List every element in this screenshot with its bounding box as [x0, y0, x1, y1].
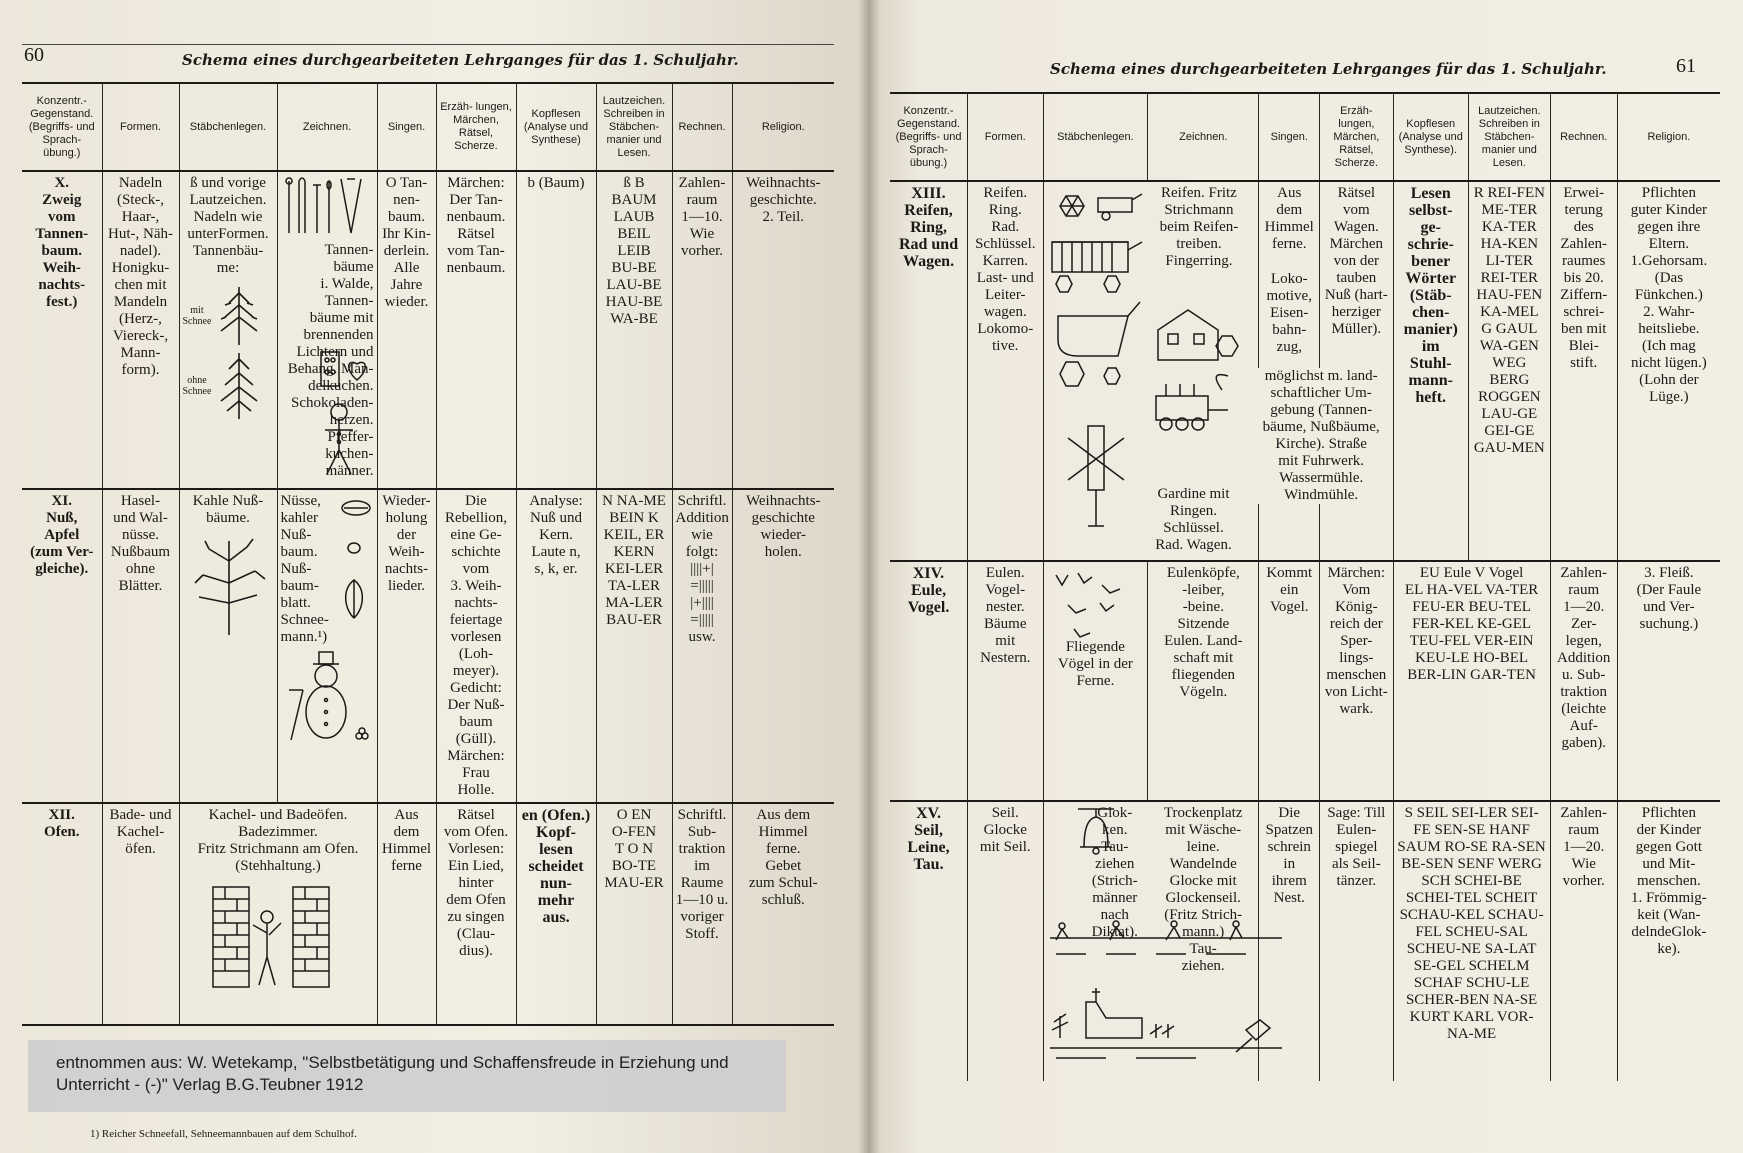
flying-birds-icon	[1050, 569, 1140, 639]
staebchen-text: Kahle Nuß- bäume.	[192, 493, 264, 526]
staebchen-cell	[179, 171, 277, 489]
table-header-row	[22, 83, 834, 171]
religion-cell: Aus dem Himmel ferne. Gebet zum Schul- schluß.	[732, 803, 834, 1025]
table-row	[890, 561, 1720, 801]
rechnen-cell: Zahlen- raum 1—20. Zer- legen, Addition u. Sub- traktion (leichte Auf- gaben).	[1550, 561, 1617, 801]
rechnen-cell: Erwei- terung des Zahlen- raumes bis 20. Ziffern- schrei- ben mit Blei- stift.	[1550, 181, 1617, 561]
zeichnen-text: Tannen- bäume i. Walde, Tannen- bäume mit brennenden Lichtern und Behang. Man- delkuchen. Schokoladen- herzen. Pfeffer- kuchen- männer.	[287, 242, 374, 479]
fir-tree-icon	[211, 351, 267, 421]
topic-cell: XIV. Eule, Vogel.	[907, 565, 950, 616]
zeichnen-text: Reifen. Fritz Strichmann beim Reifen- treiben. Fingerring.	[1159, 185, 1239, 269]
column-header: Rechnen.	[1550, 93, 1617, 181]
kopflesen-cell: b (Baum)	[516, 171, 596, 489]
fir-with-snow	[183, 285, 274, 347]
column-header: Kopflesen (Analyse und Synthese).	[1393, 93, 1468, 181]
table-row	[22, 171, 834, 489]
lesson-table-left	[22, 82, 834, 1026]
lesson-table-right	[890, 92, 1720, 1081]
rechnen-cell: Zahlen- raum 1—10. Wie vorher.	[672, 171, 732, 489]
lautzeichen-cell: ß B BAUM LAUB BEIL LEIB BU-BE LAU-BE HAU-BE WA-BE	[596, 171, 672, 489]
source-caption: entnommen aus: W. Wetekamp, "Selbstbetätigung und Schaffensfreude in Erziehung und Unterricht - (-)" Verlag B.G.Teubner 1912	[28, 1040, 786, 1112]
staebchen-zeichnen-cell	[179, 803, 377, 1025]
column-header: Rechnen.	[672, 83, 732, 171]
kopflesen-cell: Lesen selbst- ge- schrie- bener Wörter (Stäb- chen- manier) im Stuhl- mann- heft.	[1393, 181, 1468, 561]
left-page	[0, 0, 868, 1153]
page-number: 61	[1676, 55, 1696, 77]
page-number: 60	[24, 44, 44, 66]
zeichnen-text: Trockenplatz mit Wäsche- leine. Wandelnde Glocke mit Glockenseil. (Fritz Strich- mann.) Tau- ziehen.	[1163, 805, 1243, 974]
book-gutter	[858, 0, 880, 1153]
column-header: Formen.	[968, 93, 1043, 181]
erzaehl-cell: Sage: Till Eulen- spiegel als Seil- tänzer.	[1320, 801, 1393, 1081]
topic-cell: X. Zweig vom Tannen- baum. Weih- nachts- fest.)	[35, 175, 89, 310]
singen-text: Aus dem Himmel ferne.	[1264, 185, 1314, 252]
zeichnen-text-2: Gardine mit Ringen. Schlüssel. Rad. Wagen.	[1155, 486, 1232, 553]
column-header: Kopflesen (Analyse und Synthese)	[516, 83, 596, 171]
lautzeichen-cell: S SEIL SEI-LER SEI- FE SEN-SE HANF SAUM RO-SE RA-SEN BE-SEN SENF WERG SCH SCHEI-BE SCHEI-TEL SCHEIT SCHAU-KEL SCHAU- FEL SCHEU-SAL SCHEU-NE SA-LAT SE-GEL SCHELM SCHAF SCHU-LE SCHER-BEN NA-SE KURT KARL VOR- NA-ME	[1393, 801, 1550, 1081]
lautzeichen-cell: R REI-FEN ME-TER KA-TER HA-KEN LI-TER REI-TER HAU-FEN KA-MEL G GAUL WA-GEN WEG BERG ROGGEN LAU-GE GEI-GE GAU-MEN	[1468, 181, 1550, 561]
wheels-and-wagons-icon	[1048, 190, 1144, 530]
singen-cell: O Tan- nen- baum. Ihr Kin- derlein. Alle Jahre wieder.	[377, 171, 436, 489]
table-row	[22, 803, 834, 1025]
kopflesen-cell: Analyse: Nuß und Kern. Laute n, s, k, er.	[516, 489, 596, 803]
column-header: Religion.	[732, 83, 834, 171]
table-row	[890, 801, 1720, 1081]
nut-and-leaf-icon	[339, 500, 373, 620]
formen-cell: Nadeln (Steck-, Haar-, Hut-, Näh- nadel). Honigku- chen mit Mandeln (Herz-, Viereck-, Mann- form).	[102, 171, 179, 489]
stove-icon	[203, 879, 353, 989]
singen-cell: Kommt ein Vogel.	[1259, 561, 1320, 801]
zeichnen-cell	[277, 171, 377, 489]
staebchen-text: ß und vorige Lautzeichen. Nadeln wie unterFormen. Tannenbäu- me:	[187, 175, 269, 276]
formen-cell: Reifen. Ring. Rad. Schlüssel. Karren. Last- und Leiter- wagen. Lokomo- tive.	[968, 181, 1043, 561]
note-label: mit Schnee	[182, 305, 212, 327]
formen-cell: Seil. Glocke mit Seil.	[968, 801, 1043, 1081]
staebchen-cell	[1043, 561, 1148, 801]
rechnen-cell: Schriftl. Addition wie folgt: ||||+| =||||| |+|||| =||||| usw.	[672, 489, 732, 803]
formen-cell: Eulen. Vogel- nester. Bäume mit Nestern.	[968, 561, 1043, 801]
header-rule	[22, 44, 834, 45]
page-header: Schema eines durchgearbeiteten Lehrganges für das 1. Schuljahr.	[1050, 60, 1607, 78]
rechnen-cell: Schriftl. Sub- traktion im Raume 1—10 u. voriger Stoff.	[672, 803, 732, 1025]
fir-tree-icon	[211, 285, 267, 347]
page-header: Schema eines durchgearbeiteten Lehrganges für das 1. Schuljahr.	[182, 51, 739, 69]
erzaehl-text: Rätsel vom Wagen. Märchen von der tauben Nuß (hart- herziger Müller).	[1324, 185, 1388, 337]
singen-cell: Wieder- holung der Weih- nachts- lieder.	[377, 489, 436, 803]
religion-cell: Weihnachts- geschichte. 2. Teil.	[732, 171, 834, 489]
footnote: 1) Reicher Schneefall, Sehneemannbauen auf dem Schulhof.	[90, 1128, 357, 1140]
religion-cell: 3. Fleiß. (Der Faule und Ver- suchung.)	[1617, 561, 1720, 801]
zeichnen-text: Nüsse, kahler Nuß- baum. Nuß- baum- blatt. Schnee- mann.¹)	[280, 493, 329, 645]
topic-cell: XIII. Reifen, Ring, Rad und Wagen.	[898, 185, 959, 270]
staebchen-zeichnen-cell	[1043, 181, 1259, 561]
singen-cell: Aus dem Himmel ferne	[377, 803, 436, 1025]
topic-cell: XV. Seil, Leine, Tau.	[907, 805, 950, 873]
column-header: Lautzeichen. Schreiben in Stäbchen- manier und Lesen.	[596, 83, 672, 171]
column-header: Zeichnen.	[1148, 93, 1259, 181]
house-and-locomotive-icon	[1148, 300, 1260, 460]
table-header-row	[890, 93, 1720, 181]
erzaehl-cell: Die Rebellion, eine Ge- schichte vom 3. Weih- nachts- feiertage vorlesen (Loh- meyer). Gedicht: Der Nuß- baum (Güll). Märchen: Frau Holle.	[436, 489, 516, 803]
zeichnen-cell: Eulenköpfe, -leiber, -beine. Sitzende Eulen. Land- schaft mit fliegenden Vögeln.	[1148, 561, 1259, 801]
erzaehl-cell: Märchen: Vom König- reich der Sper- lings- menschen von Licht- wark.	[1320, 561, 1393, 801]
lautzeichen-cell: O EN O-FEN T O N BO-TE MAU-ER	[596, 803, 672, 1025]
fir-without-snow	[183, 351, 274, 421]
religion-cell: Pflichten der Kinder gegen Gott und Mit- menschen. 1. Frömmig- keit (Wan- delndeGlok- ke).	[1617, 801, 1720, 1081]
column-header: Stäbchenlegen.	[1043, 93, 1148, 181]
column-header: Zeichnen.	[277, 83, 377, 171]
column-header: Formen.	[102, 83, 179, 171]
column-header: Religion.	[1617, 93, 1720, 181]
rechnen-cell: Zahlen- raum 1—20. Wie vorher.	[1550, 801, 1617, 1081]
column-header: Konzentr.-Gegenstand. (Begriffs- und Sprach- übung.)	[895, 104, 962, 169]
erzaehl-text-2: möglichst m. land- schaftlicher Um- gebung (Tannen- bäume, Nußbäume, Kirche). Straße mit Fuhrwerk. Wassermühle. Windmühle.	[1254, 368, 1388, 504]
column-header: Erzäh- lungen, Märchen, Rätsel, Scherze.	[436, 83, 516, 171]
singen-cell: Die Spatzen schrein in ihrem Nest.	[1259, 801, 1320, 1081]
column-header: Singen.	[377, 83, 436, 171]
table-row	[890, 181, 1720, 561]
tug-of-war-and-village-icon	[1046, 918, 1286, 1068]
religion-cell: Pflichten guter Kinder gegen ihre Eltern. 1.Gehorsam. (Das Fünkchen.) 2. Wahr- heitsliebe. (Ich mag nicht lügen.) (Lohn der Lüge.)	[1617, 181, 1720, 561]
kopflesen-cell: en (Ofen.) Kopf- lesen scheidet nun- mehr aus.	[516, 803, 596, 1025]
formen-cell: Hasel- und Wal- nüsse. Nußbaum ohne Blätter.	[102, 489, 179, 803]
topic-cell: XII. Ofen.	[44, 807, 80, 840]
formen-cell: Bade- und Kachel- öfen.	[102, 803, 179, 1025]
erzaehl-cell: Rätsel vom Ofen. Vorlesen: Ein Lied, hinter dem Ofen zu singen (Clau- dius).	[436, 803, 516, 1025]
right-page	[868, 0, 1743, 1153]
lautzeichen-cell: N NA-ME BEIN K KEIL, ER KERN KEI-LER TA-LER MA-LER BAU-ER	[596, 489, 672, 803]
gingerbread-icon	[317, 350, 375, 480]
column-header: Konzentr.-Gegenstand. (Begriffs- und Sprach- übung.)	[28, 94, 95, 159]
snowman-icon	[281, 650, 373, 744]
column-header: Singen.	[1259, 93, 1320, 181]
staebchen-text: Fliegende Vögel in der Ferne.	[1057, 639, 1133, 689]
note-label: ohne Schnee	[182, 375, 212, 397]
staebchen-text: Glok- ken. Tau- ziehen (Strich- männer nach Diktat).	[1091, 805, 1138, 940]
staebchen-text: Kachel- und Badeöfen. Badezimmer. Fritz Strichmann am Ofen. (Stehhaltung.)	[197, 807, 359, 874]
lautzeichen-cell: EU Eule V Vogel EL HA-VEL VA-TER FEU-ER BEU-TEL FER-KEL KE-GEL TEU-FEL VER-EIN KEU-LE HO-BEL BER-LIN GAR-TEN	[1393, 561, 1550, 801]
staebchen-cell	[179, 489, 277, 803]
column-header: Stäbchenlegen.	[179, 83, 277, 171]
cookie-drawings	[317, 350, 375, 485]
staebchen-zeichnen-cell	[1043, 801, 1259, 1081]
zeichnen-cell	[277, 489, 377, 803]
column-header: Lautzeichen. Schreiben in Stäbchen- manier und Lesen.	[1468, 93, 1550, 181]
pins-and-needles-icon	[281, 175, 373, 237]
column-header: Erzäh- lungen, Märchen, Rätsel, Scherze.	[1320, 93, 1393, 181]
bare-tree-icon	[185, 531, 271, 635]
topic-cell: XI. Nuß, Apfel (zum Ver- gleiche).	[30, 493, 94, 577]
religion-cell: Weihnachts- geschichte wieder- holen.	[732, 489, 834, 803]
erzaehl-cell: Märchen: Der Tan- nenbaum. Rätsel vom Tan- nenbaum.	[436, 171, 516, 489]
singen-text-2: Loko- motive, Eisen- bahn- zug,	[1266, 271, 1312, 355]
table-row	[22, 489, 834, 803]
